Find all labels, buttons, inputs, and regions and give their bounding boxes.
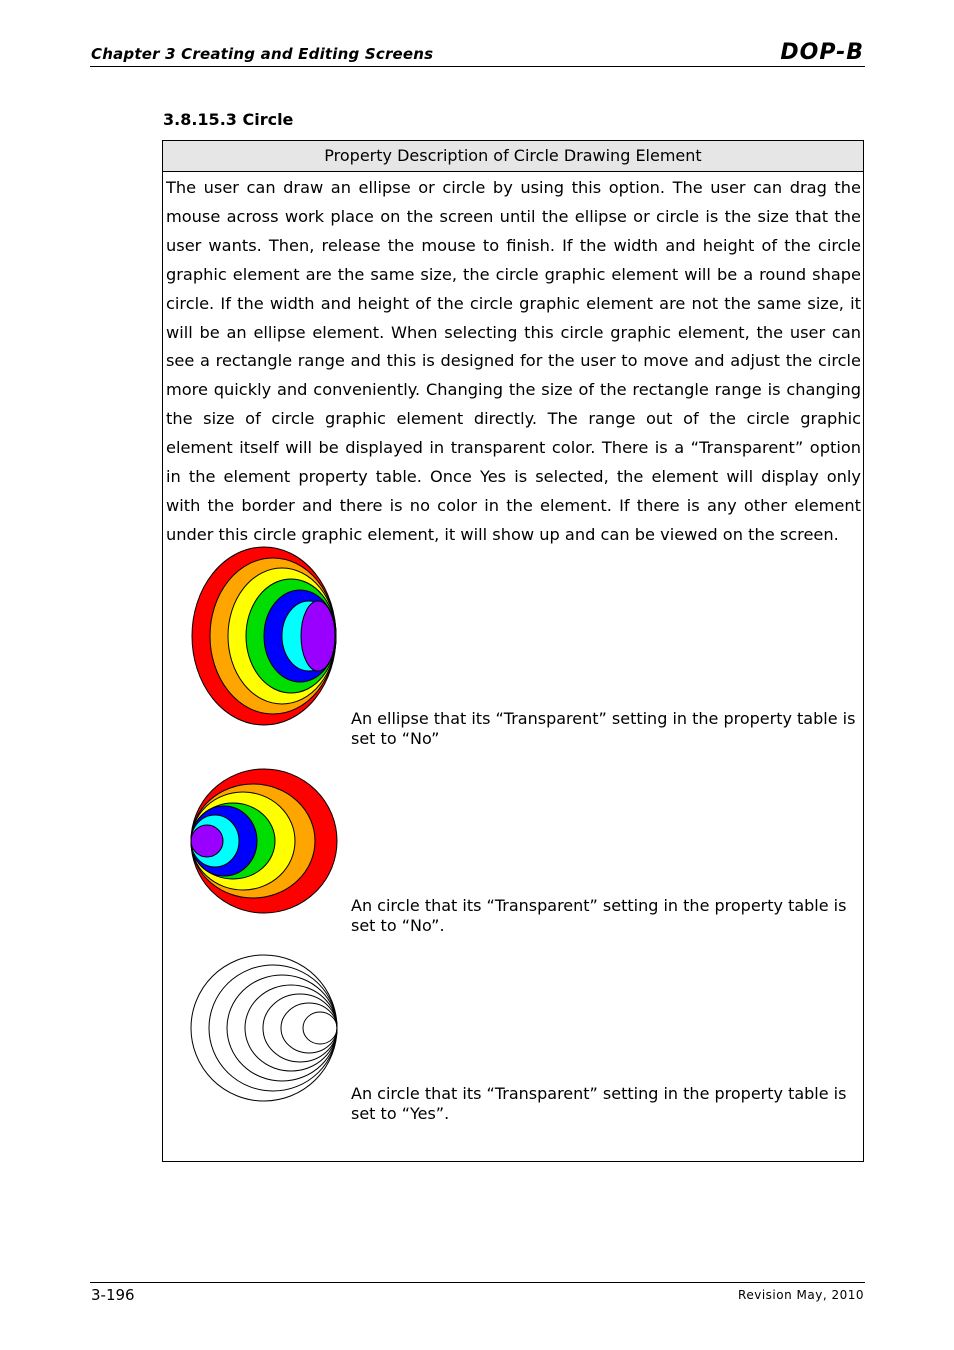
transparent-circle-figure [189,953,341,1105]
section-heading: 3.8.15.3 Circle [163,110,294,129]
brand-logo: DOP-B [780,40,864,65]
chapter-title: Chapter 3 Creating and Editing Screens [91,45,434,63]
page-number: 3-196 [91,1286,135,1304]
outline-ring-1 [191,955,337,1101]
footer-divider [90,1282,865,1283]
filled-circle-figure [189,767,341,915]
ellipse-caption: An ellipse that its “Transparent” setting in the property table is set to “No” [351,709,856,748]
property-table [162,140,864,1162]
filled-ellipse-figure [189,544,339,728]
outline-ring-6 [281,1003,337,1053]
outline-ring-4 [245,985,337,1071]
outline-ring-7 [303,1012,337,1044]
outline-ring-3 [227,975,337,1081]
description-text: The user can draw an ellipse or circle by using this option. The user can drag the mouse across work place on the screen until the ellipse or circle is the size that the user wants. Then, release the mouse to finish. If the width and height of the circle graphic element are the same size, the circle graphic element will be a round shape circle. If the width and height of the circle graphic element are not the same size, it will be an ellipse element. When selecting this circle graphic element, the user can see a rectangle range and this is designed for the user to move and adjust the circle more quickly and conveniently. Changing the size of the rectangle range is changing the size of circle graphic element directly. The range out of the circle graphic element itself will be displayed in transparent color. There is a “Transparent” option in the element property table. Once Yes is selected, the element will display only with the border and there is no color in the element. If there is any other element under this circle graphic element, it will show up and can be viewed on the screen. [166,178,861,544]
outline-ring-2 [209,965,337,1091]
ellipse-ring-purple [301,601,335,671]
filled-circle-caption: An circle that its “Transparent” setting in the property table is set to “No”. [351,896,847,935]
revision-note: Revision May, 2010 [738,1288,864,1302]
circle-ring-purple [191,825,223,857]
transparent-circle-caption: An circle that its “Transparent” setting in the property table is set to “Yes”. [351,1084,847,1123]
table-header: Property Description of Circle Drawing Element [163,141,863,172]
header-divider [90,66,865,67]
